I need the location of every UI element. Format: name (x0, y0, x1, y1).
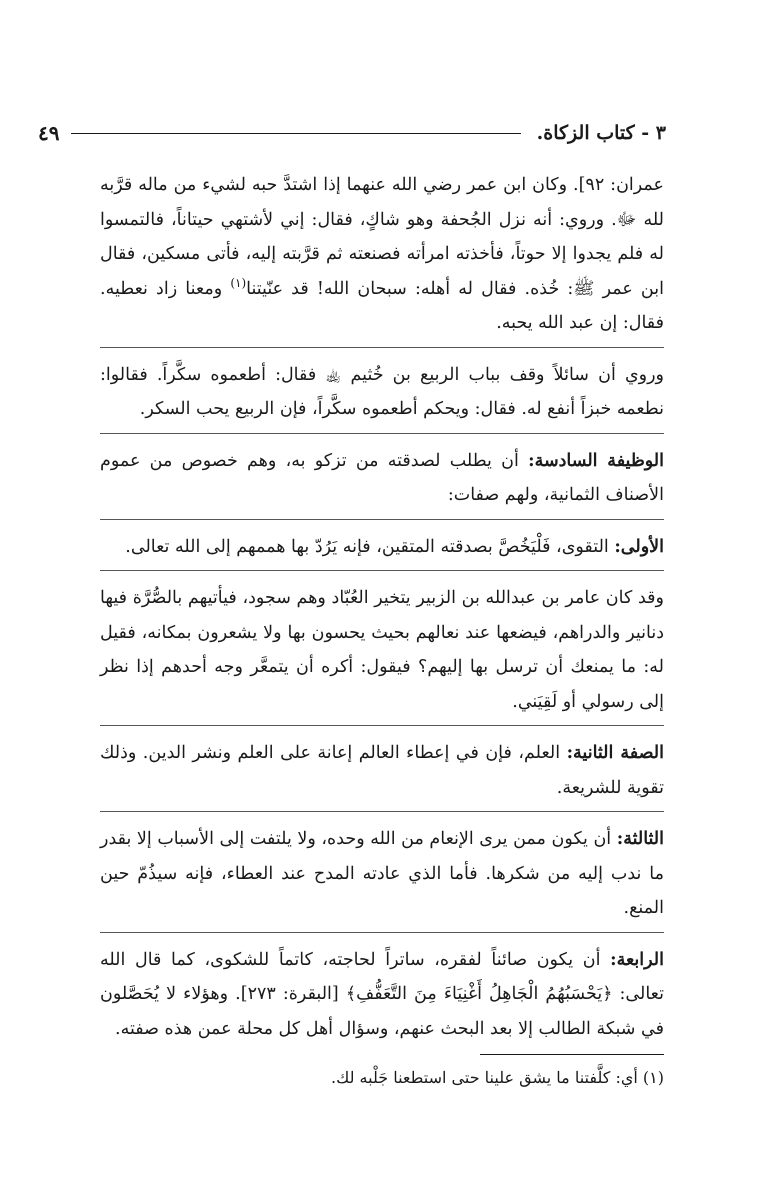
section-divider (100, 932, 664, 933)
section-divider (100, 811, 664, 812)
footnote (100, 1063, 664, 1093)
paragraph-text: العلم، فإن في إعطاء العالم إعانة على العلم ونشر الدين. وذلك تقوية للشريعة. (100, 743, 664, 798)
page-number: ٤٩ (38, 121, 60, 145)
section-divider (100, 347, 664, 348)
paragraph-text-tail: ومعنا زاد نعطيه. فقال: إن عبد الله يحبه. (100, 278, 664, 333)
section-divider (100, 433, 664, 434)
paragraph-first-trait (100, 530, 664, 565)
paragraph-heading: الرابعة: (610, 949, 664, 970)
paragraph-heading: الثالثة: (616, 829, 664, 849)
paragraph-heading: الصفة الثانية: (566, 743, 664, 763)
footnote-text: أي: كلَّفتنا ما يشق علينا حتى استطعنا جَلْبه لك. (331, 1068, 638, 1087)
paragraph-sixth-duty (100, 444, 664, 513)
section-divider (100, 725, 664, 726)
header-rule (71, 133, 520, 134)
paragraph-text: أن يطلب لصدقته من تزكو به، وهم خصوص من عموم الأصناف الثمانية، ولهم صفات: (100, 450, 664, 505)
paragraph-text: عمران: ٩٢]. وكان ابن عمر رضي الله عنهما إذا اشتدَّ حبه لشيء من ماله قرَّبه لله ﷻ. وروي: أنه نزل الجُحفة وهو شاكٍ، فقال: إني لأشتهي حيتاناً، فالتمسوا له فلم يجدوا إلا حوتاً، فأخذته امرأته فصنعته ثم قرَّبته إليه، فأتى مسكين، فقال ابن عمر ﷺ: خُذه. فقال له أهله: سبحان الله! قد عنّيتنا (100, 175, 664, 299)
paragraph-text: التقوى، فَلْيَخُصَّ بصدقته المتقين، فإنه يَرُدّ بها هممهم إلى الله تعالى. (125, 536, 615, 557)
section-divider (100, 519, 664, 520)
paragraph-second-trait (100, 736, 664, 805)
running-header (38, 118, 666, 148)
paragraph-fourth-trait (100, 943, 664, 1047)
footnote-reference: (١) (230, 275, 247, 290)
chapter-title: ٣ - كتاب الزكاة. (536, 122, 666, 144)
paragraph-text: أن يكون صائناً لفقره، ساتراً لحاجته، كاتماً للشكوى، كما قال الله تعالى: ﴿يَحْسَبُهُمُ الْجَاهِلُ أَغْنِيَاءَ مِنَ التَّعَفُّفِ﴾ [البقرة: ٢٧٣]. وهؤلاء لا يُحَصَّلون في شبكة الطالب إلا بعد البحث عنهم، وسؤال أهل كل محلة عمن هذه صفته. (100, 949, 664, 1039)
footnote-separator (480, 1054, 664, 1055)
paragraph-ibn-umar (100, 168, 664, 341)
paragraph-third-trait (100, 822, 664, 926)
paragraph-text: أن يكون ممن يرى الإنعام من الله وحده، ولا يلتفت إلى الأسباب إلا بقدر ما ندب إليه من شكرها. فأما الذي عادته المدح عند العطاء، فإنه سيذُمّ حين المنع. (100, 829, 664, 918)
paragraph-heading: الأولى: (614, 536, 664, 557)
paragraph-rabi (100, 358, 664, 427)
paragraph-text: وقد كان عامر بن عبدالله بن الزبير يتخير العُبّاد وهم سجود، فيأتيهم بالصُّرَّة فيها دنانير والدراهم، فيضعها عند نعالهم بحيث يحسون بها ولا يشعرون بمكانه، فقيل له: ما يمنعك أن ترسل بها إليهم؟ فيقول: أكره أن يتمعَّر وجه أحدهم إذا نظر إلى رسولي أو لَقِيَني. (100, 588, 664, 712)
paragraph-amir (100, 581, 664, 719)
footnote-marker: (١) (642, 1068, 664, 1087)
paragraph-heading: الوظيفة السادسة: (528, 450, 664, 471)
section-divider (100, 570, 664, 571)
paragraph-text: وروي أن سائلاً وقف بباب الربيع بن خُثيم ﵀ فقال: أطعموه سكَّراً. فقالوا: نطعمه خبزاً أنفع له. فقال: ويحكم أطعموه سكَّراً، فإن الربيع يحب السكر. (100, 364, 664, 419)
page-body (100, 168, 664, 1093)
